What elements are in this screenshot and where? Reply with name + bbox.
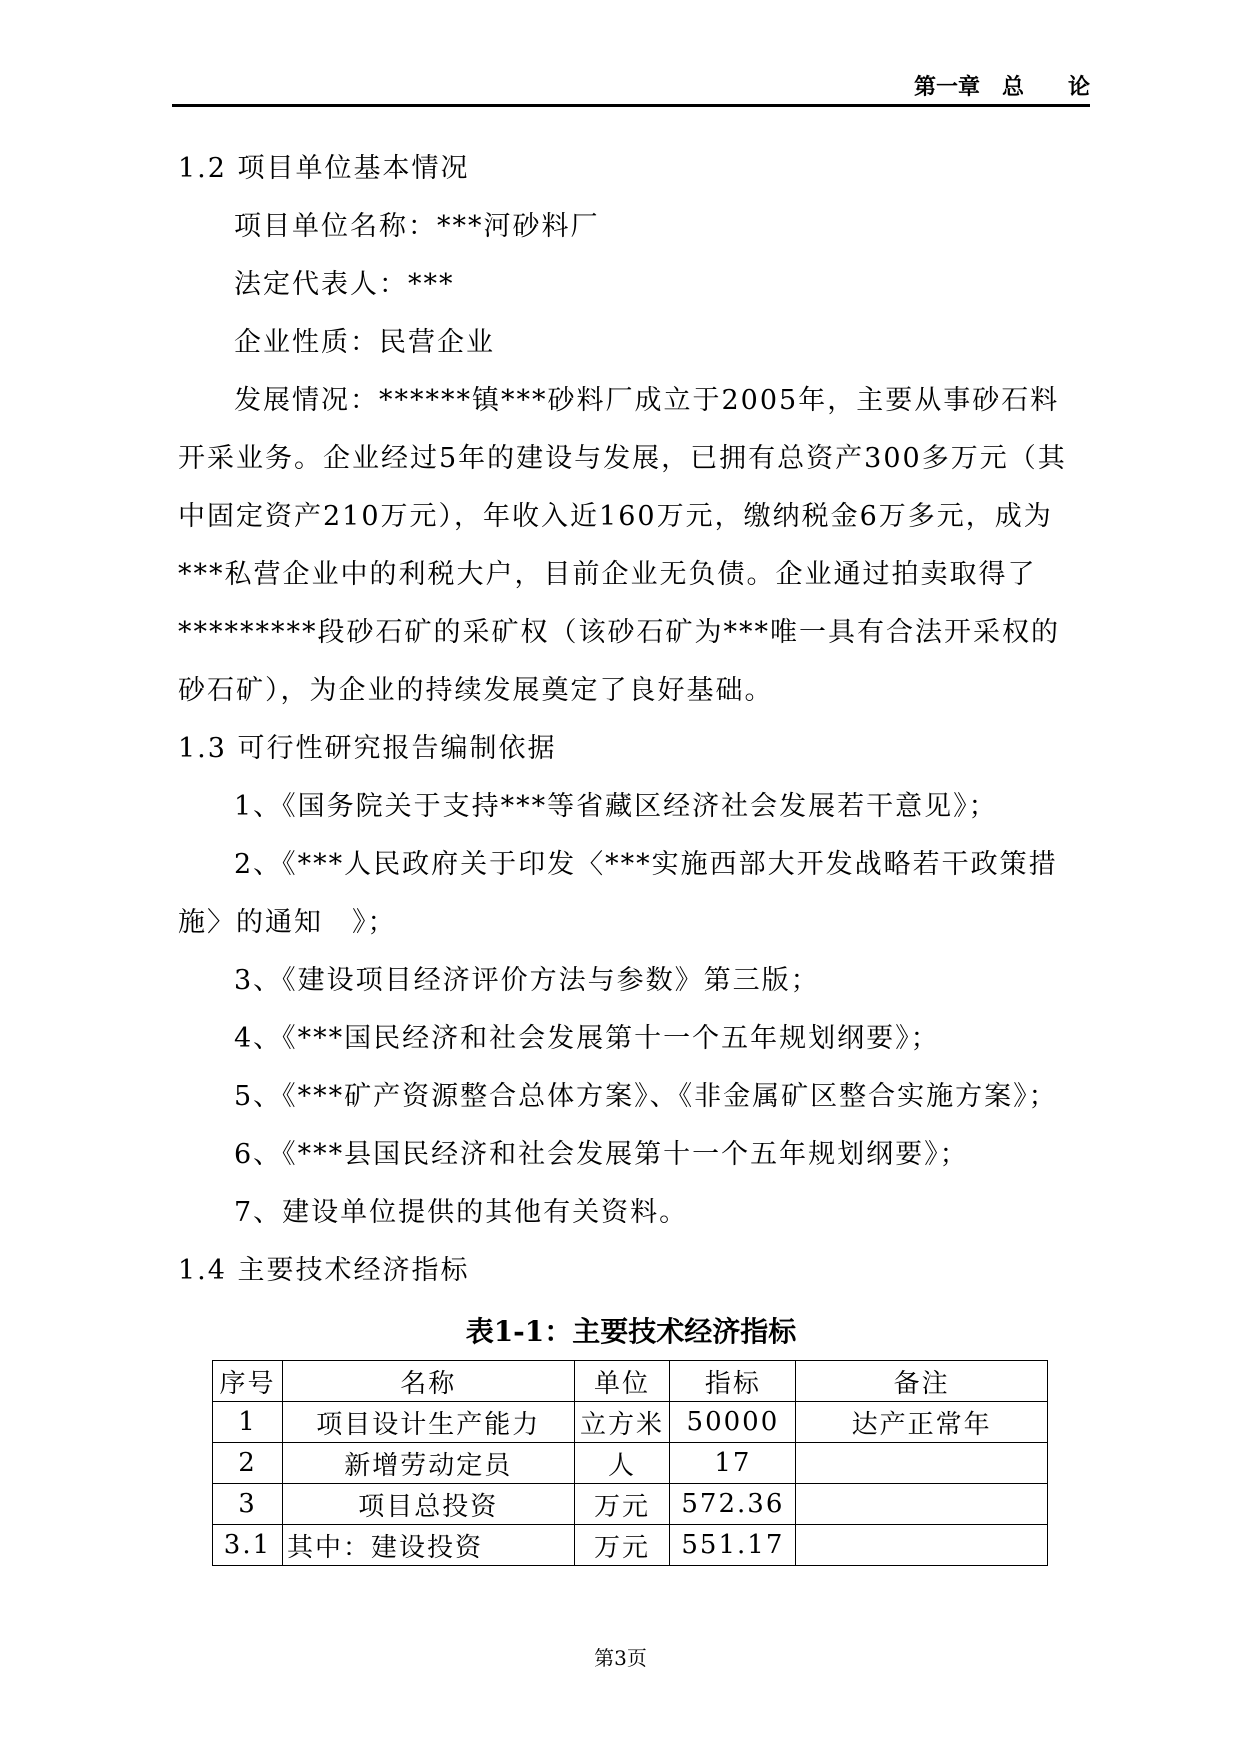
metrics-table — [212, 1360, 1048, 1566]
basis-item-3: 3、《建设项目经济评价方法与参数》第三版； — [234, 965, 820, 996]
header-cell: 单位 — [574, 1361, 670, 1402]
header-rule — [172, 104, 1090, 107]
table-header-row — [213, 1361, 1048, 1402]
table-cell — [796, 1525, 1048, 1566]
table-cell: 人 — [574, 1443, 670, 1484]
page-number: 第3页 — [594, 1646, 647, 1670]
section-heading-1-3: 1.3 可行性研究报告编制依据 — [178, 733, 557, 764]
table-row — [213, 1402, 1048, 1443]
table-cell: 17 — [670, 1443, 796, 1484]
header-cell: 序号 — [213, 1361, 283, 1402]
chapter-header: 第一章 总 论 — [913, 75, 1090, 100]
table-row — [213, 1525, 1048, 1566]
table-row — [213, 1443, 1048, 1484]
table-cell: 达产正常年 — [796, 1402, 1048, 1443]
table-cell: 其中：建设投资 — [282, 1525, 574, 1566]
unit-name: 项目单位名称：***河砂料厂 — [234, 211, 600, 242]
table-caption: 表1-1：主要技术经济指标 — [465, 1315, 797, 1348]
header-cell: 名称 — [282, 1361, 574, 1402]
table-row — [213, 1484, 1048, 1525]
table-cell: 1 — [213, 1402, 283, 1443]
legal-representative: 法定代表人：*** — [234, 269, 455, 300]
table-cell: 项目总投资 — [282, 1484, 574, 1525]
basis-item-1: 1、《国务院关于支持***等省藏区经济社会发展若干意见》； — [234, 791, 998, 822]
table-cell — [796, 1443, 1048, 1484]
basis-item-4: 4、《***国民经济和社会发展第十一个五年规划纲要》； — [234, 1023, 940, 1054]
table-cell: 551.17 — [670, 1525, 796, 1566]
basis-item-7: 7、建设单位提供的其他有关资料。 — [234, 1197, 689, 1228]
development-paragraph: 发展情况：******镇***砂料厂成立于2005年，主要从事砂石料开采业务。企业经过5年的建设与发展，已拥有总资产300多万元（其中固定资产210万元），年收入近160万元，缴纳税金6万多元，成为***私营企业中的利税大户，目前企业无负债。企业通过拍卖取得了*********段砂石矿的采矿权（该砂石矿为***唯一具有合法开采权的砂石矿），为企业的持续发展奠定了良好基础。 — [178, 385, 1067, 706]
table-cell: 立方米 — [574, 1402, 670, 1443]
header-cell: 指标 — [670, 1361, 796, 1402]
enterprise-nature: 企业性质：民营企业 — [234, 327, 495, 358]
header-cell: 备注 — [796, 1361, 1048, 1402]
table-cell: 572.36 — [670, 1484, 796, 1525]
table-cell: 50000 — [670, 1402, 796, 1443]
table-cell: 新增劳动定员 — [282, 1443, 574, 1484]
table-cell: 2 — [213, 1443, 283, 1484]
table-cell — [796, 1484, 1048, 1525]
basis-item-6: 6、《***县国民经济和社会发展第十一个五年规划纲要》； — [234, 1139, 969, 1170]
table-cell: 万元 — [574, 1484, 670, 1525]
basis-item-5: 5、《***矿产资源整合总体方案》、《非金属矿区整合实施方案》； — [234, 1081, 1058, 1112]
table-cell: 3.1 — [213, 1525, 283, 1566]
basis-item-2: 2、《***人民政府关于印发〈***实施西部大开发战略若干政策措施〉的通知 》； — [178, 849, 1058, 938]
body-content — [178, 140, 1086, 1300]
section-heading-1-4: 1.4 主要技术经济指标 — [178, 1255, 470, 1286]
table-cell: 万元 — [574, 1525, 670, 1566]
section-heading-1-2: 1.2 项目单位基本情况 — [178, 153, 470, 184]
table-cell: 项目设计生产能力 — [282, 1402, 574, 1443]
table-cell: 3 — [213, 1484, 283, 1525]
